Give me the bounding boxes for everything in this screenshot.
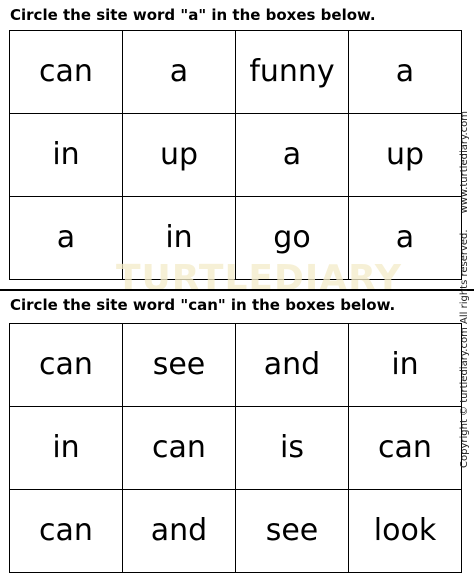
word-cell[interactable]: in: [123, 197, 236, 280]
word-cell[interactable]: can: [349, 407, 462, 490]
word-grid-2: [9, 323, 462, 573]
word-cell[interactable]: and: [236, 324, 349, 407]
word-cell[interactable]: funny: [236, 31, 349, 114]
grid-row: [10, 324, 462, 407]
word-cell[interactable]: a: [123, 31, 236, 114]
word-cell[interactable]: and: [123, 490, 236, 573]
word-grid-1: [9, 30, 462, 280]
instruction-section-2: Circle the site word "can" in the boxes below.: [10, 296, 396, 314]
word-cell[interactable]: look: [349, 490, 462, 573]
word-cell[interactable]: up: [349, 114, 462, 197]
word-cell[interactable]: can: [10, 324, 123, 407]
word-cell[interactable]: a: [236, 114, 349, 197]
word-cell[interactable]: in: [349, 324, 462, 407]
word-cell[interactable]: is: [236, 407, 349, 490]
copyright-text: Copyright © turtlediary.com All rights reserved.: [459, 229, 470, 468]
word-cell[interactable]: go: [236, 197, 349, 280]
word-cell[interactable]: can: [10, 490, 123, 573]
word-cell[interactable]: a: [10, 197, 123, 280]
word-cell[interactable]: see: [123, 324, 236, 407]
word-cell[interactable]: a: [349, 31, 462, 114]
word-cell[interactable]: in: [10, 114, 123, 197]
side-copyright-strip: [459, 112, 473, 468]
grid-row: [10, 114, 462, 197]
section-divider: [0, 289, 474, 291]
grid-row: [10, 197, 462, 280]
word-cell[interactable]: in: [10, 407, 123, 490]
grid-row: [10, 31, 462, 114]
word-cell[interactable]: can: [10, 31, 123, 114]
word-cell[interactable]: a: [349, 197, 462, 280]
site-url-text: www.turtlediary.com: [459, 110, 470, 214]
grid-row: [10, 407, 462, 490]
instruction-section-1: Circle the site word "a" in the boxes below.: [10, 6, 376, 24]
word-cell[interactable]: see: [236, 490, 349, 573]
word-cell[interactable]: up: [123, 114, 236, 197]
grid-row: [10, 490, 462, 573]
word-cell[interactable]: can: [123, 407, 236, 490]
turtlediary-watermark: TURTLEDIARY: [116, 258, 402, 299]
